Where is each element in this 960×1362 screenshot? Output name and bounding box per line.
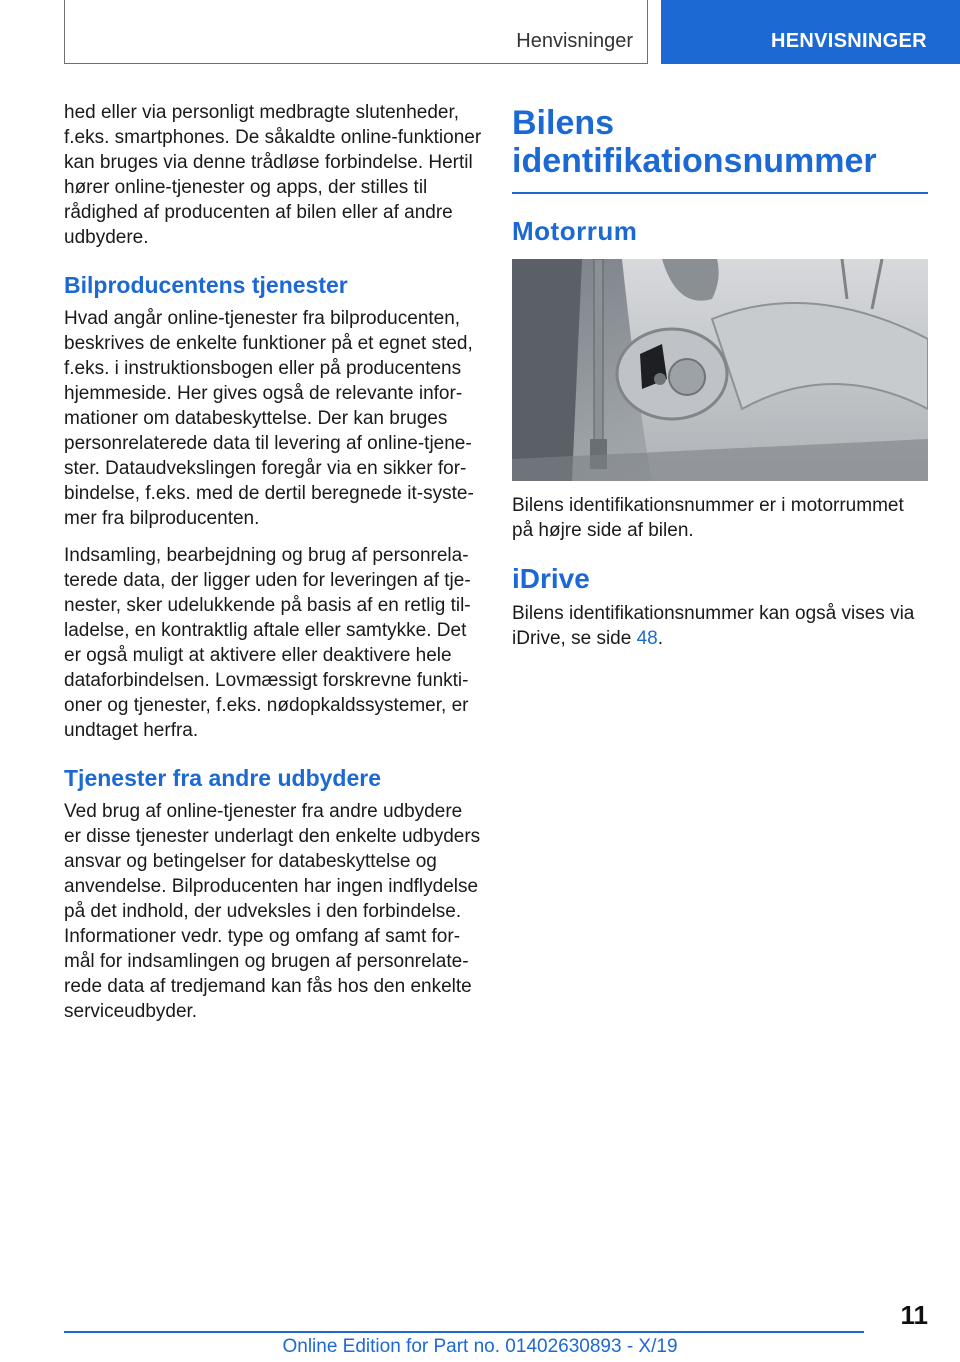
page-number: 11 (900, 1300, 928, 1330)
header-section-box (64, 0, 648, 64)
page-title: Bilens identifikationsnummer (512, 104, 877, 180)
idrive-heading: iDrive (512, 563, 590, 594)
motorrum-heading: Motorrum (512, 216, 638, 246)
header-chapter-tab[interactable] (661, 0, 960, 64)
page-reference-link[interactable]: 48 (636, 628, 658, 649)
bilproducent-paragraph-1: Hvad angår online-tjenester fra bilproducenten, beskrives de enkelte funktioner på et egnet sted, f.eks. i instruktionsbogen eller på producentens hjemmeside. Her gives også de relevante informationer om databeskyttelse. Der kan bruges personrelaterede data til levering af online-tjenester. Dataudvekslingen foregår via en sikker forbindelse, f.eks. med de dertil beregnede it-systemer fra bilproducenten. (64, 308, 474, 529)
engine-compartment-photo (512, 259, 928, 481)
header-chapter-tab-label: HENVISNINGER (771, 30, 927, 52)
footer-edition-text: Online Edition for Part no. 01402630893 - X/19 (282, 1336, 678, 1357)
left-column (64, 100, 484, 1036)
title-divider (512, 192, 928, 194)
idrive-text: Bilens identifikationsnummer kan også vises via iDrive, se side (512, 603, 915, 649)
intro-paragraph: hed eller via personligt medbragte slutenheder, f.eks. smartphones. De såkaldte online-funktioner kan bruges via denne trådløse forbindelse. Hertil hører online-tjenester og apps, der stilles til rådighed af producenten af bilen eller af andre udbydere. (64, 102, 482, 248)
motorrum-caption: Bilens identifikationsnummer er i motorrummet på højre side af bilen. (512, 495, 904, 541)
idrive-text-end: . (657, 628, 664, 649)
header-section-label: Henvisninger (516, 30, 633, 52)
section-heading-andre-udbydere: Tjenester fra andre udbydere (64, 765, 381, 791)
andre-udbydere-paragraph: Ved brug af online-tjenester fra andre udbydere er disse tjenester underlagt den enkelte udbyders ansvar og betingelser for databeskyttelse og anvendelse. Bilproducenten har ingen indflydelse på det indhold, der udveksles i den forbindelse. Informationer vedr. type og omfang af samt formål for indsamlingen og brugen af personrelaterede data af tredjemand kan fås hos den enkelte serviceudbyder. (64, 801, 481, 1022)
section-heading-bilproducent: Bilproducentens tjenester (64, 272, 348, 298)
idrive-paragraph (512, 601, 928, 651)
footer-divider (64, 1331, 864, 1333)
right-column (512, 104, 928, 663)
bilproducent-paragraph-2: Indsamling, bearbejdning og brug af personrelaterede data, der ligger uden for leveringen af tjenester, sker udelukkende på basis af en retlig tilladelse, en kontraktlig aftale eller samtykke. Det er også muligt at aktivere eller deaktivere hele dataforbindelsen. Lovmæssigt forskrevne funktioner og tjenester, f.eks. nødopkaldssystemer, er undtaget herfra. (64, 545, 471, 741)
